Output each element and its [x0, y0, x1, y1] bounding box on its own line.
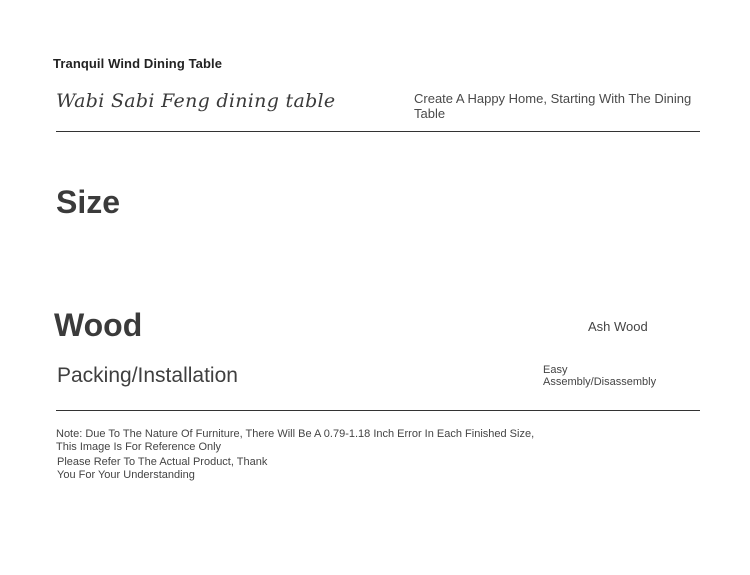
script-title: Wabi Sabi Feng dining table: [56, 90, 336, 112]
page-title: Tranquil Wind Dining Table: [53, 56, 223, 71]
note-disclaimer: [56, 428, 596, 454]
packing-value: [543, 364, 693, 388]
packing-value-line-1: Easy: [543, 364, 568, 376]
note-line-2: This Image Is For Reference Only: [56, 441, 222, 453]
note-line-1: Note: Due To The Nature Of Furniture, There Will Be A 0.79-1.18 Inch Error In Each Finished Size,: [56, 428, 535, 440]
note-line-3: Please Refer To The Actual Product, Thank: [57, 456, 268, 468]
note-thanks: [57, 456, 307, 482]
note-line-4: You For Your Understanding: [57, 469, 195, 481]
slogan-text: Create A Happy Home, Starting With The Dining Table: [414, 91, 692, 121]
bottom-divider: [56, 410, 700, 411]
size-heading: Size: [56, 184, 121, 220]
packing-value-line-2: Assembly/Disassembly: [543, 376, 657, 388]
top-divider: [56, 131, 700, 132]
packing-heading: Packing/Installation: [57, 364, 238, 387]
wood-value: Ash Wood: [588, 319, 648, 334]
wood-heading: Wood: [54, 307, 143, 343]
